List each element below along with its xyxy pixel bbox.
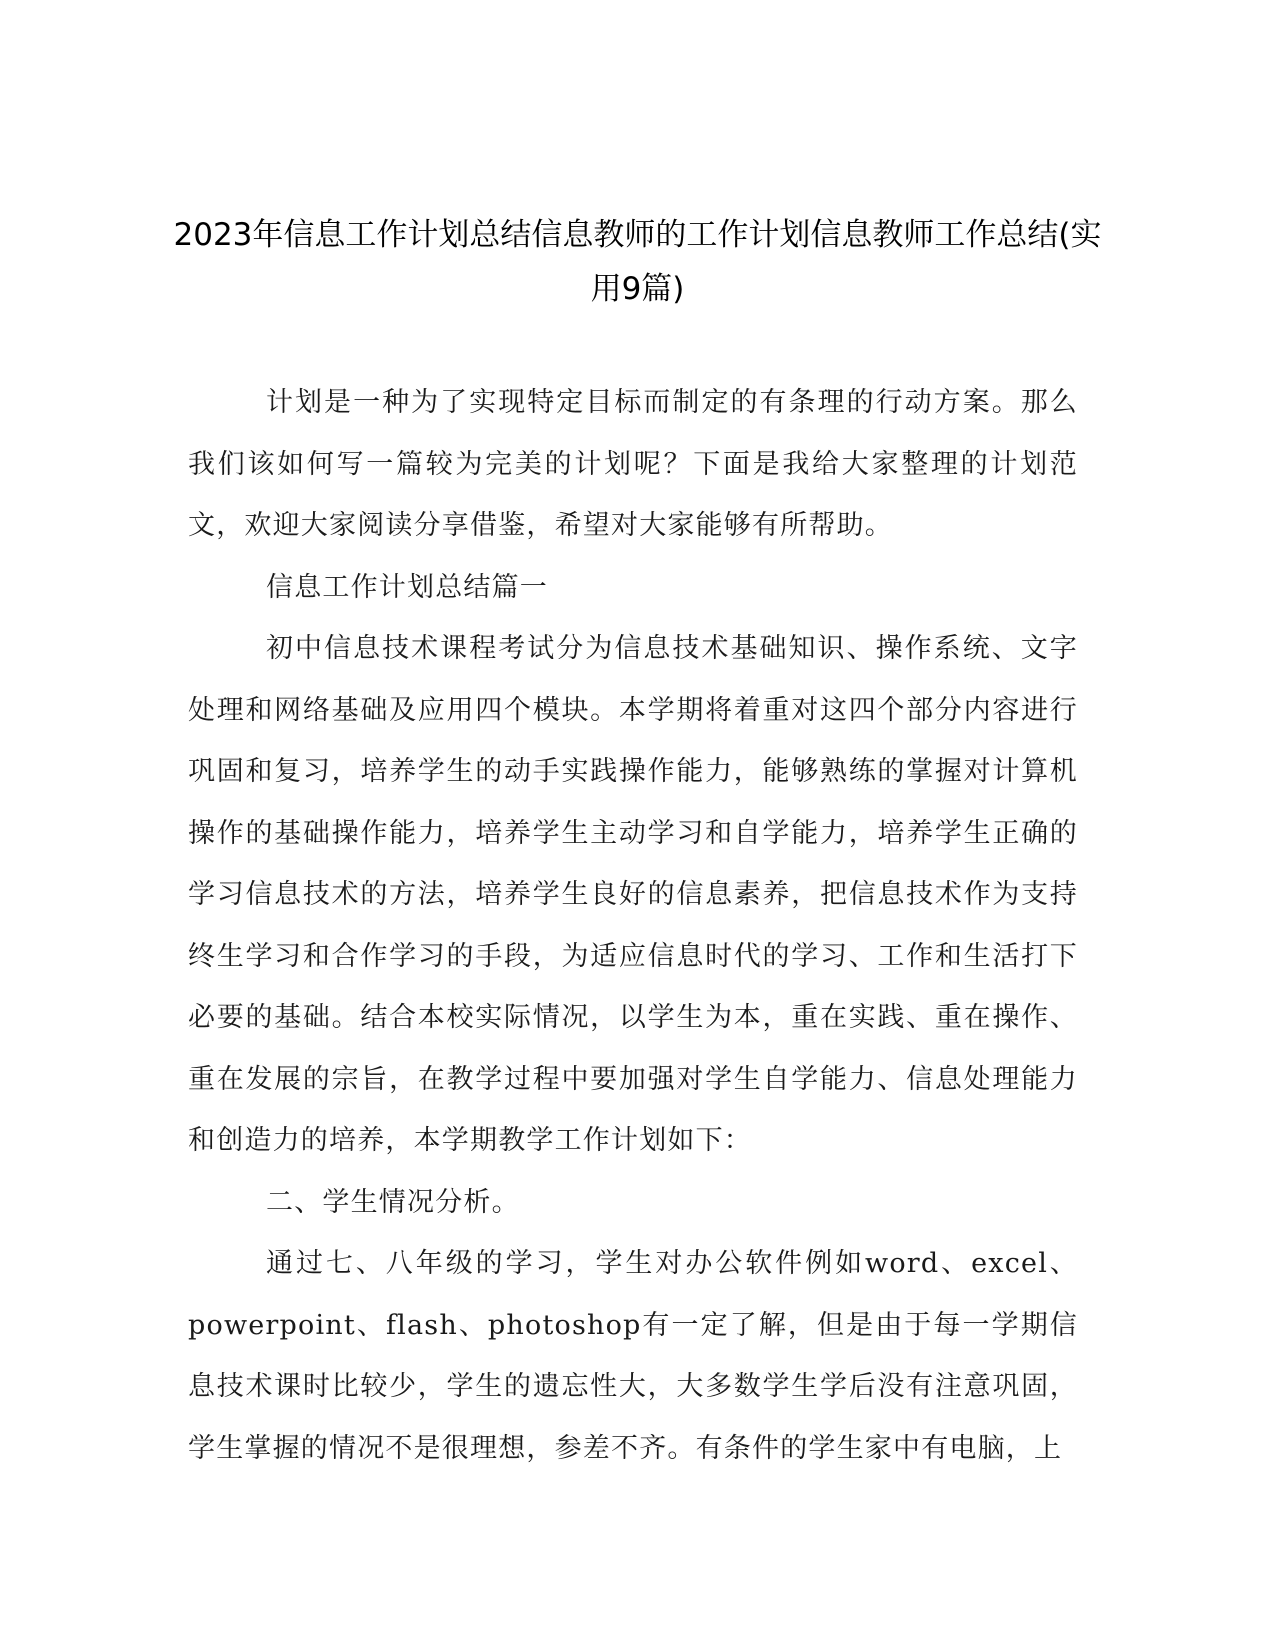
intro-paragraph: 计划是一种为了实现特定目标而制定的有条理的行动方案。那么我们该如何写一篇较为完美的计划呢？下面是我给大家整理的计划范文，欢迎大家阅读分享借鉴，希望对大家能够有所帮助。 [188, 387, 1078, 541]
course-paragraph: 初中信息技术课程考试分为信息技术基础知识、操作系统、文字处理和网络基础及应用四个模块。本学期将着重对这四个部分内容进行巩固和复习，培养学生的动手实践操作能力，能够熟练的掌握对计算机操作的基础操作能力，培养学生主动学习和自学能力，培养学生正确的学习信息技术的方法，培养学生良好的信息素养，把信息技术作为支持终生学习和合作学习的手段，为适应信息时代的学习、工作和生活打下必要的基础。结合本校实际情况，以学生为本，重在实践、重在操作、重在发展的宗旨，在教学过程中要加强对学生自学能力、信息处理能力和创造力的培养，本学期教学工作计划如下： [188, 633, 1078, 1156]
section-heading-2: 二、学生情况分析。 [266, 1186, 520, 1218]
document-title: 2023年信息工作计划总结信息教师的工作计划信息教师工作总结(实用9篇) [173, 217, 1102, 307]
student-analysis-paragraph: 通过七、八年级的学习，学生对办公软件例如word、excel、powerpoint、flash、photoshop有一定了解，但是由于每一学期信息技术课时比较少，学生的遗忘性大，大多数学生学后没有注意巩固，学生掌握的情况不是很理想，参差不齐。有条件的学生家中有电脑，上 [188, 1248, 1078, 1464]
document-body [188, 372, 1078, 1479]
section-heading-1: 信息工作计划总结篇一 [266, 571, 548, 603]
